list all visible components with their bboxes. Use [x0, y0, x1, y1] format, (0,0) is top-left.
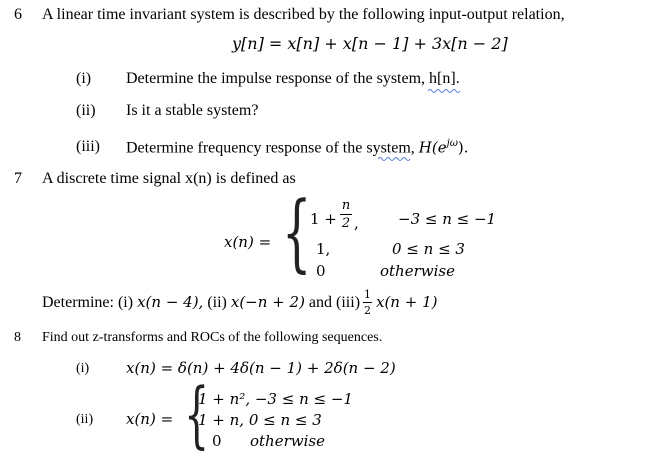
question-8-intro: Find out z-transforms and ROCs of the following sequences. — [42, 330, 383, 345]
q7-case-2-expr: 1, — [316, 240, 331, 258]
q6-part-1-label: (i) — [76, 70, 92, 87]
q7-d3-expr: x(n + 1) — [376, 293, 438, 311]
q6-part-3-text: Determine frequency response of the system, $H(e^{j\omega})$. — [126, 138, 469, 157]
question-7-intro: A discrete time signal x(n) is defined as — [42, 170, 296, 187]
q7-case-3-condition: otherwise — [380, 262, 455, 280]
q7-case-1-comma: , — [354, 214, 359, 232]
q7-case-2-condition: 0 ≤ n ≤ 3 — [392, 240, 465, 258]
q8-part-2-case-3-condition: otherwise — [250, 432, 325, 450]
question-number-6: 6 — [14, 6, 22, 23]
q8-part-2-case-3-expr: 0 — [212, 432, 222, 450]
q8-part-2-label: (ii) — [76, 412, 94, 427]
q7-d3-fraction: 1 2 — [364, 288, 371, 317]
q8-part-1-label: (i) — [76, 361, 90, 376]
q8-part-2-case-2: 1 + n, 0 ≤ n ≤ 3 — [198, 411, 322, 429]
q7-lhs: x(n) = — [224, 233, 272, 251]
spellcheck-underline — [378, 156, 412, 162]
q7-determine-line: Determine: (i) x(n − 4), (ii) x(−n + 2) and (iii) — [42, 293, 361, 311]
q7-case-1-fraction: n 2 — [341, 198, 351, 231]
q8-part-1-equation: x(n) = δ(n) + 4δ(n − 1) + 2δ(n − 2) — [126, 359, 396, 377]
q6-part-3-label: (iii) — [76, 138, 100, 155]
spellcheck-underline — [428, 88, 462, 94]
q7-left-brace: { — [282, 183, 312, 281]
q8-part-2-case-1: 1 + n², −3 ≤ n ≤ −1 — [198, 390, 353, 408]
q6-part-1-text: Determine the impulse response of the system, h[n]. — [126, 70, 460, 87]
question-6-intro: A linear time invariant system is described by the following input-output relation, — [42, 6, 565, 23]
question-6-equation: y[n] = x[n] + x[n − 1] + 3x[n − 2] — [232, 34, 508, 53]
question-number-7: 7 — [14, 170, 22, 187]
q6-part-2-text: Is it a stable system? — [126, 102, 259, 119]
q8-left-brace: { — [184, 372, 210, 456]
q7-case-1-prefix: 1 + — [310, 210, 337, 228]
q8-part-2-lhs: x(n) = — [126, 410, 174, 428]
q7-case-3-expr: 0 — [316, 262, 326, 280]
question-number-8: 8 — [14, 330, 21, 345]
q6-part-2-label: (ii) — [76, 102, 96, 119]
q7-case-1-condition: −3 ≤ n ≤ −1 — [398, 210, 497, 228]
